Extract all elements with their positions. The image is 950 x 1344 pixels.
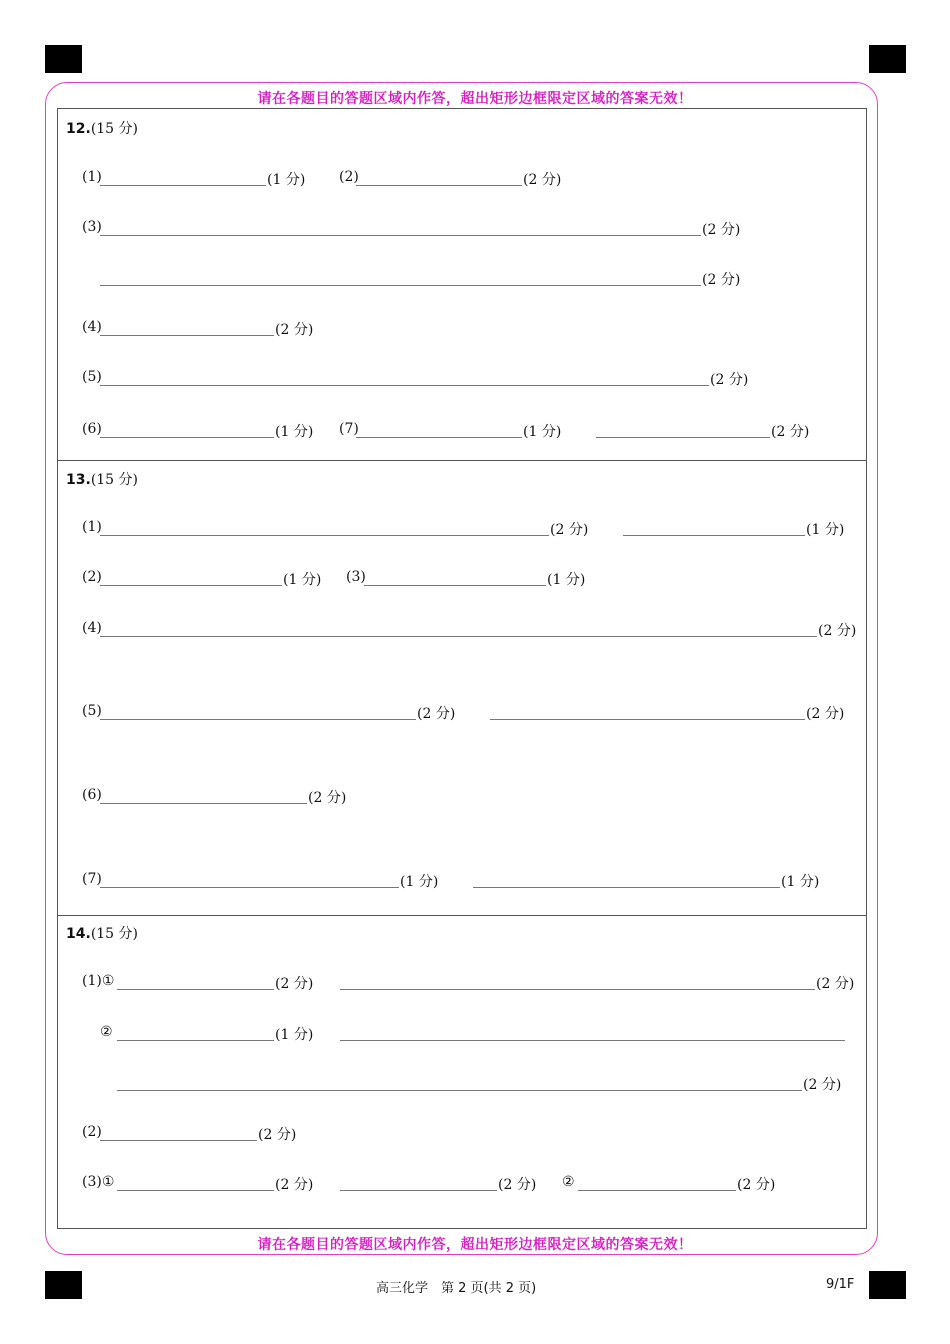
question-score: (15 分) [90, 926, 139, 942]
q13-score-3: (1 分) [547, 572, 586, 588]
q14-answer-line-1b[interactable] [340, 989, 815, 990]
q13-answer-line-1b[interactable] [623, 535, 805, 536]
q12-answer-line-7b[interactable] [596, 437, 770, 438]
alignment-marker-top-left [45, 45, 82, 73]
q13-score-1a: (2 分) [550, 522, 589, 538]
alignment-marker-bottom-left [45, 1271, 82, 1299]
alignment-marker-top-right [869, 45, 906, 73]
q12-score-6: (1 分) [275, 424, 314, 440]
q12-score-1: (1 分) [267, 172, 306, 188]
q14-part-2-label: (2) [82, 1124, 102, 1140]
q14-score-1b: (2 分) [816, 976, 855, 992]
q14-answer-line-3a[interactable] [117, 1190, 274, 1191]
q14-score-3a: (2 分) [275, 1177, 314, 1193]
page-code: 9/1F [826, 1277, 855, 1292]
question-score: (15 分) [90, 121, 139, 137]
alignment-marker-bottom-right [869, 1271, 906, 1299]
q13-score-5b: (2 分) [806, 706, 845, 722]
q14-score-3b: (2 分) [498, 1177, 537, 1193]
question-13-box [57, 460, 867, 916]
question-14-header [66, 923, 138, 943]
q12-score-3b: (2 分) [702, 272, 741, 288]
page-footer-label: 高三化学 第 2 页(共 2 页) [376, 1281, 537, 1296]
q14-subpart-2-label: ② [100, 1024, 113, 1040]
q12-answer-line-1[interactable] [100, 185, 266, 186]
q13-score-6: (2 分) [308, 790, 347, 806]
q13-answer-line-5a[interactable] [100, 719, 416, 720]
question-number: 12. [66, 121, 91, 137]
q12-answer-line-2[interactable] [356, 185, 522, 186]
q12-score-7a: (1 分) [523, 424, 562, 440]
q13-part-7-label: (7) [82, 871, 102, 887]
q13-part-2-label: (2) [82, 569, 102, 585]
q14-score-3c: (2 分) [737, 1177, 776, 1193]
q14-score-1d: (2 分) [803, 1077, 842, 1093]
q12-part-5-label: (5) [82, 369, 102, 385]
q14-subpart-3-2-label: ② [562, 1174, 575, 1190]
q14-answer-line-2[interactable] [100, 1140, 257, 1141]
q13-part-6-label: (6) [82, 787, 102, 803]
q12-answer-line-5[interactable] [100, 385, 709, 386]
q12-answer-line-3a[interactable] [100, 235, 701, 236]
q13-answer-line-5b[interactable] [490, 719, 805, 720]
q13-answer-line-4[interactable] [100, 636, 817, 637]
q14-answer-line-1c[interactable] [117, 1040, 274, 1041]
q12-score-2: (2 分) [523, 172, 562, 188]
q12-part-7-label: (7) [339, 421, 359, 437]
q14-score-2: (2 分) [258, 1127, 297, 1143]
q12-score-7b: (2 分) [771, 424, 810, 440]
q14-part-3-label: (3)① [82, 1174, 115, 1190]
q13-score-2: (1 分) [283, 572, 322, 588]
q13-score-1b: (1 分) [806, 522, 845, 538]
q12-answer-line-7a[interactable] [356, 437, 522, 438]
q14-score-1c: (1 分) [275, 1027, 314, 1043]
question-number: 13. [66, 472, 91, 488]
q12-score-4: (2 分) [275, 322, 314, 338]
q12-part-1-label: (1) [82, 169, 102, 185]
warning-bottom: 请在各题目的答题区域内作答，超出矩形边框限定区域的答案无效！ [257, 1237, 693, 1253]
q13-score-7b: (1 分) [781, 874, 820, 890]
q13-score-4: (2 分) [818, 623, 857, 639]
q13-answer-line-7a[interactable] [100, 887, 399, 888]
q12-score-5: (2 分) [710, 372, 749, 388]
question-12-header [66, 118, 138, 138]
warning-top: 请在各题目的答题区域内作答，超出矩形边框限定区域的答案无效！ [257, 91, 693, 107]
q14-part-1-label: (1)① [82, 973, 115, 989]
q14-answer-line-3b[interactable] [340, 1190, 497, 1191]
q14-score-1a: (2 分) [275, 976, 314, 992]
q14-answer-line-1d[interactable] [340, 1040, 845, 1041]
q13-part-4-label: (4) [82, 620, 102, 636]
q12-score-3a: (2 分) [702, 222, 741, 238]
q13-part-3-label: (3) [346, 569, 366, 585]
q14-answer-line-1a[interactable] [117, 989, 274, 990]
question-score: (15 分) [90, 472, 139, 488]
q13-answer-line-3[interactable] [364, 585, 546, 586]
q12-answer-line-6[interactable] [100, 437, 274, 438]
q14-answer-line-3c[interactable] [578, 1190, 736, 1191]
question-13-header [66, 469, 138, 489]
q14-answer-line-1e[interactable] [117, 1090, 802, 1091]
q12-part-6-label: (6) [82, 421, 102, 437]
q13-score-5a: (2 分) [417, 706, 456, 722]
q12-answer-line-3b[interactable] [100, 285, 701, 286]
q13-part-5-label: (5) [82, 703, 102, 719]
q13-answer-line-1a[interactable] [100, 535, 549, 536]
q13-answer-line-6[interactable] [100, 803, 307, 804]
question-number: 14. [66, 926, 91, 942]
q13-part-1-label: (1) [82, 519, 102, 535]
q12-part-3-label: (3) [82, 219, 102, 235]
q13-answer-line-2[interactable] [100, 585, 282, 586]
q13-score-7a: (1 分) [400, 874, 439, 890]
q12-part-4-label: (4) [82, 319, 102, 335]
q13-answer-line-7b[interactable] [473, 887, 780, 888]
q12-answer-line-4[interactable] [100, 335, 274, 336]
q12-part-2-label: (2) [339, 169, 359, 185]
